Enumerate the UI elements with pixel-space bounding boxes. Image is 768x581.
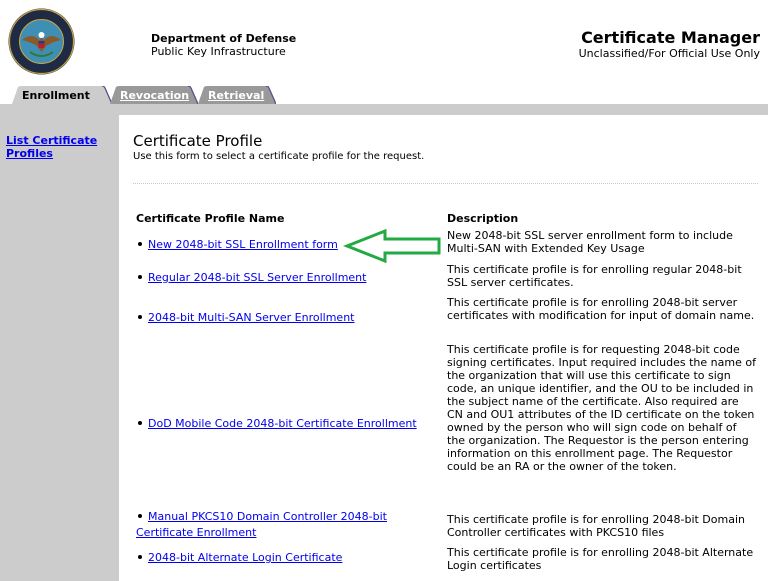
application-block	[579, 29, 760, 60]
main-content	[119, 115, 768, 581]
tab-label: Enrollment	[22, 89, 90, 102]
profile-name-cell	[136, 270, 436, 286]
profile-link[interactable]: 2048-bit Alternate Login Certificate	[148, 551, 343, 564]
profile-description: This certificate profile is for enrolling 2048-bit Domain Controller certificates with PKCS10 files	[447, 513, 745, 539]
page-description: Use this form to select a certificate profile for the request.	[133, 151, 425, 162]
organization-subtitle: Public Key Infrastructure	[151, 45, 286, 58]
profile-description: This certificate profile is for enrolling 2048-bit Alternate Login certificates	[447, 546, 754, 572]
tab-bar	[12, 86, 280, 104]
tab-retrieval[interactable]	[198, 86, 276, 104]
tab-enrollment[interactable]	[12, 86, 112, 104]
profile-link[interactable]: Regular 2048-bit SSL Server Enrollment	[148, 271, 367, 284]
sidebar	[0, 115, 119, 581]
bullet-icon	[138, 242, 142, 246]
dod-seal-logo	[8, 8, 75, 75]
profile-name-cell	[136, 416, 436, 432]
green-arrow-annotation-icon	[343, 229, 443, 263]
profile-link[interactable]: 2048-bit Multi-SAN Server Enrollment	[148, 311, 355, 324]
page-header	[0, 0, 768, 84]
profile-description: New 2048-bit SSL server enrollment form to include Multi-SAN with Extended Key Usage	[447, 229, 733, 255]
column-header-name: Certificate Profile Name	[136, 212, 285, 225]
profile-link[interactable]: DoD Mobile Code 2048-bit Certificate Enrollment	[148, 417, 417, 430]
organization-name: Department of Defense	[151, 32, 297, 45]
profile-name-cell	[136, 310, 436, 326]
organization-block	[151, 32, 296, 58]
page-title: Certificate Profile	[133, 132, 263, 150]
tab-band	[0, 104, 768, 115]
column-header-description: Description	[447, 212, 519, 225]
profile-description: This certificate profile is for enrolling 2048-bit server certificates with modification for input of domain name.	[447, 296, 755, 322]
profile-link[interactable]: Manual PKCS10 Domain Controller 2048-bit Certificate Enrollment	[136, 510, 387, 539]
bullet-icon	[138, 421, 142, 425]
profile-name-cell	[136, 550, 436, 566]
profile-description: This certificate profile is for requesting 2048-bit code signing certificates. Input required includes the name of the organization that will use this certificate to sign code, an unique identifier, and the OU to be included in the subject name of the certificate. Also required are CN and OU1 attributes of the ID certificate on the token owned by the person who will sign code on behalf of the organization. The Requestor is the person entering information on this enrollment page. The Requestor could be an RA or the owner of the token.	[447, 343, 756, 473]
bullet-icon	[138, 514, 142, 518]
classification-label: Unclassified/For Official Use Only	[578, 47, 760, 60]
bullet-icon	[138, 275, 142, 279]
profile-name-cell	[136, 509, 426, 541]
sidebar-item-list-certificate-profiles[interactable]: List Certificate Profiles	[6, 134, 98, 160]
divider	[133, 183, 758, 184]
tab-revocation[interactable]	[110, 86, 198, 104]
app-title: Certificate Manager	[581, 28, 760, 47]
profile-link[interactable]: New 2048-bit SSL Enrollment form	[148, 238, 338, 251]
tab-label: Revocation	[120, 89, 190, 102]
profile-description: This certificate profile is for enrolling regular 2048-bit SSL server certificates.	[447, 263, 742, 289]
bullet-icon	[138, 555, 142, 559]
tab-label: Retrieval	[208, 89, 265, 102]
bullet-icon	[138, 315, 142, 319]
